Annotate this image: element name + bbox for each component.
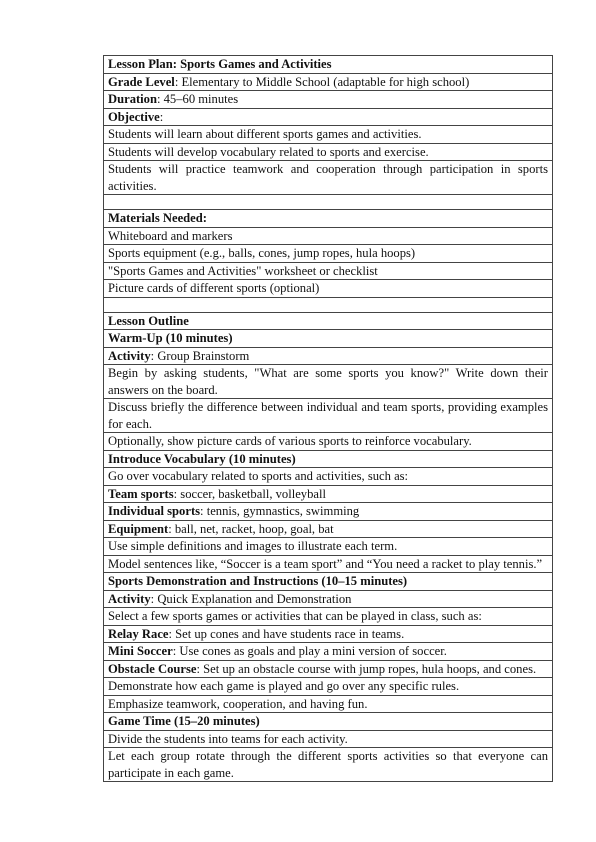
table-row	[104, 91, 553, 109]
table-cell	[104, 643, 553, 661]
lesson-plan-body	[104, 56, 553, 782]
table-cell	[104, 538, 553, 556]
table-row	[104, 555, 553, 573]
table-cell	[104, 108, 553, 126]
table-row	[104, 485, 553, 503]
field-label: Individual sports	[108, 504, 201, 518]
field-label: Objective	[108, 109, 160, 124]
body-text: Go over vocabulary related to sports and activities, such as:	[108, 469, 409, 483]
table-cell	[104, 713, 553, 731]
body-text: Select a few sports games or activities that can be played in class, such as:	[108, 609, 482, 623]
table-cell	[104, 347, 553, 365]
table-cell	[104, 485, 553, 503]
table-cell	[104, 73, 553, 91]
table-cell	[104, 91, 553, 109]
table-row	[104, 195, 553, 210]
table-row	[104, 143, 553, 161]
table-row	[104, 245, 553, 263]
table-row	[104, 280, 553, 298]
table-row	[104, 695, 553, 713]
table-row	[104, 347, 553, 365]
field-value: : Quick Explanation and Demonstration	[150, 591, 352, 606]
table-cell	[104, 625, 553, 643]
table-row	[104, 399, 553, 433]
lesson-plan-table	[103, 55, 553, 782]
table-row	[104, 468, 553, 486]
table-row	[104, 748, 553, 782]
table-row	[104, 262, 553, 280]
table-cell	[104, 503, 553, 521]
table-row	[104, 312, 553, 330]
table-row	[104, 108, 553, 126]
field-value: : Set up cones and have students race in teams.	[168, 626, 405, 641]
body-text: Students will develop vocabulary related to sports and exercise.	[108, 144, 429, 159]
table-cell	[104, 450, 553, 468]
table-row	[104, 538, 553, 556]
table-row	[104, 503, 553, 521]
table-row	[104, 330, 553, 348]
table-cell	[104, 210, 553, 228]
table-row	[104, 210, 553, 228]
field-value: : tennis, gymnastics, swimming	[200, 504, 360, 518]
body-text: Let each group rotate through the different sports activities so that everyone can participate in each game.	[108, 749, 548, 780]
table-cell	[104, 748, 553, 782]
table-row	[104, 590, 553, 608]
body-text: Whiteboard and markers	[108, 228, 233, 243]
field-label: Activity	[108, 348, 151, 363]
body-text: Emphasize teamwork, cooperation, and having fun.	[108, 696, 368, 711]
table-row	[104, 56, 553, 74]
section-heading: Game Time (15–20 minutes)	[108, 714, 260, 728]
table-cell	[104, 245, 553, 263]
body-text: Picture cards of different sports (optional)	[108, 281, 320, 295]
table-cell	[104, 280, 553, 298]
table-cell	[104, 126, 553, 144]
table-row	[104, 161, 553, 195]
section-heading: Lesson Outline	[108, 313, 189, 328]
section-heading: Materials Needed:	[108, 211, 207, 225]
section-heading: Lesson Plan: Sports Games and Activities	[108, 57, 332, 71]
table-row	[104, 573, 553, 591]
table-cell	[104, 365, 553, 399]
table-cell	[104, 330, 553, 348]
field-value: : Group Brainstorm	[150, 348, 250, 363]
table-row	[104, 730, 553, 748]
field-label: Relay Race	[108, 626, 169, 641]
field-value: : Use cones as goals and play a mini version of soccer.	[172, 644, 447, 658]
field-label: Grade Level	[108, 74, 175, 89]
table-cell	[104, 262, 553, 280]
body-text: Students will practice teamwork and cooperation through participation in sports activities.	[108, 162, 548, 193]
body-text: Demonstrate how each game is played and go over any specific rules.	[108, 679, 460, 693]
body-text: Use simple definitions and images to illustrate each term.	[108, 539, 398, 553]
field-label: Obstacle Course	[108, 661, 197, 676]
section-heading: Sports Demonstration and Instructions (10–15 minutes)	[108, 574, 408, 588]
table-row	[104, 450, 553, 468]
section-heading: Warm-Up (10 minutes)	[108, 331, 233, 345]
table-cell	[104, 195, 553, 210]
table-row	[104, 643, 553, 661]
field-value: : ball, net, racket, hoop, goal, bat	[168, 521, 334, 536]
table-cell	[104, 608, 553, 626]
table-row	[104, 126, 553, 144]
body-text: Discuss briefly the difference between individual and team sports, providing examples for each.	[108, 400, 548, 431]
table-cell	[104, 227, 553, 245]
table-cell	[104, 312, 553, 330]
table-cell	[104, 660, 553, 678]
table-row	[104, 625, 553, 643]
field-label: Equipment	[108, 521, 169, 536]
body-text: Sports equipment (e.g., balls, cones, jump ropes, hula hoops)	[108, 246, 416, 260]
table-row	[104, 608, 553, 626]
table-cell	[104, 695, 553, 713]
table-cell	[104, 161, 553, 195]
table-cell	[104, 520, 553, 538]
body-text: Begin by asking students, "What are some sports you know?" Write down their answers on the board.	[108, 366, 548, 397]
table-cell	[104, 555, 553, 573]
field-value: : soccer, basketball, volleyball	[173, 486, 326, 501]
body-text: Students will learn about different sports games and activities.	[108, 127, 422, 141]
field-label: Mini Soccer	[108, 644, 173, 658]
field-value: :	[159, 109, 164, 124]
table-row	[104, 713, 553, 731]
table-row	[104, 297, 553, 312]
table-cell	[104, 297, 553, 312]
field-label: Team sports	[108, 486, 174, 501]
table-row	[104, 227, 553, 245]
table-row	[104, 678, 553, 696]
field-value: : 45–60 minutes	[156, 92, 239, 106]
table-cell	[104, 433, 553, 451]
table-cell	[104, 143, 553, 161]
body-text: Optionally, show picture cards of various sports to reinforce vocabulary.	[108, 434, 472, 448]
body-text: Divide the students into teams for each activity.	[108, 731, 348, 746]
table-cell	[104, 399, 553, 433]
table-row	[104, 433, 553, 451]
field-label: Duration	[108, 92, 157, 106]
field-value: : Set up an obstacle course with jump ropes, hula hoops, and cones.	[196, 661, 537, 676]
table-row	[104, 660, 553, 678]
section-heading: Introduce Vocabulary (10 minutes)	[108, 451, 296, 466]
body-text: "Sports Games and Activities" worksheet or checklist	[108, 263, 378, 278]
field-value: : Elementary to Middle School (adaptable for high school)	[174, 74, 470, 89]
table-row	[104, 520, 553, 538]
table-cell	[104, 468, 553, 486]
field-label: Activity	[108, 591, 151, 606]
table-cell	[104, 56, 553, 74]
table-cell	[104, 590, 553, 608]
table-row	[104, 73, 553, 91]
table-cell	[104, 730, 553, 748]
table-cell	[104, 573, 553, 591]
body-text: Model sentences like, “Soccer is a team sport” and “You need a racket to play tennis.”	[108, 556, 543, 571]
table-row	[104, 365, 553, 399]
table-cell	[104, 678, 553, 696]
